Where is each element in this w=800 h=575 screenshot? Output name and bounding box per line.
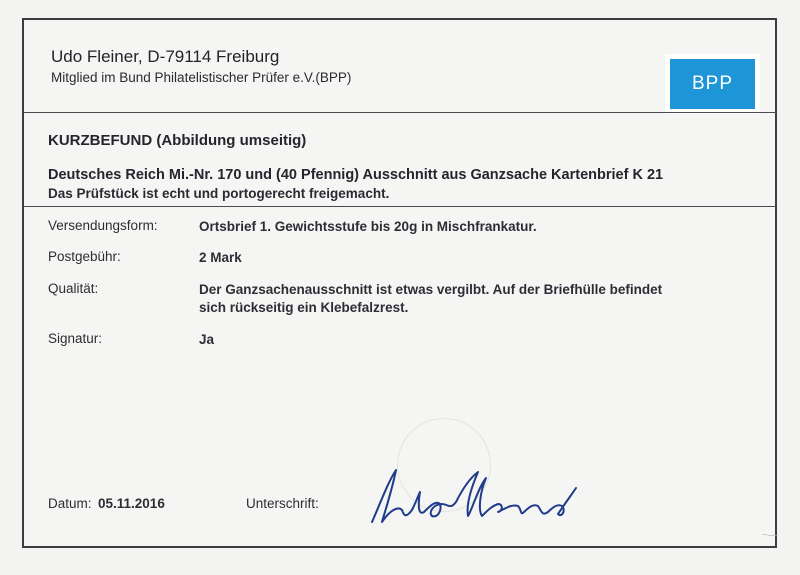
divider: [24, 112, 777, 113]
examiner-name: Udo Fleiner, D-79114 Freiburg: [51, 47, 280, 66]
divider: [24, 206, 777, 207]
handwritten-signature-icon: [362, 460, 582, 530]
field-value-qualitaet-line2: sich rückseitig ein Klebefalzrest.: [199, 300, 409, 315]
certificate-card: [22, 18, 777, 548]
field-value-qualitaet-line1: Der Ganzsachenausschnitt ist etwas vergilbt. Auf der Briefhülle befindet: [199, 282, 663, 297]
field-value-postgebuehr: 2 Mark: [199, 250, 242, 265]
item-description: Deutsches Reich Mi.-Nr. 170 und (40 Pfennig) Ausschnitt aus Ganzsache Kartenbrief K 21: [48, 167, 664, 183]
field-label-versendungsform: Versendungsform:: [48, 218, 158, 233]
date-label: Datum:: [48, 496, 92, 511]
document-title: KURZBEFUND (Abbildung umseitig): [48, 132, 307, 149]
field-label-qualitaet: Qualität:: [48, 281, 99, 296]
field-value-versendungsform: Ortsbrief 1. Gewichtsstufe bis 20g in Mischfrankatur.: [199, 219, 537, 234]
date-value: 05.11.2016: [98, 496, 165, 511]
bpp-logo-text: BPP: [670, 59, 755, 109]
item-verdict: Das Prüfstück ist echt und portogerecht freigemacht.: [48, 186, 390, 201]
field-label-postgebuehr: Postgebühr:: [48, 249, 121, 264]
bpp-logo-icon: [665, 54, 760, 114]
field-value-signatur: Ja: [199, 332, 215, 347]
signature-label: Unterschrift:: [246, 496, 319, 511]
marginal-pencil-mark: ~—: [762, 530, 778, 541]
membership-line: Mitglied im Bund Philatelistischer Prüfer e.V.(BPP): [51, 70, 352, 85]
field-label-signatur: Signatur:: [48, 331, 103, 346]
